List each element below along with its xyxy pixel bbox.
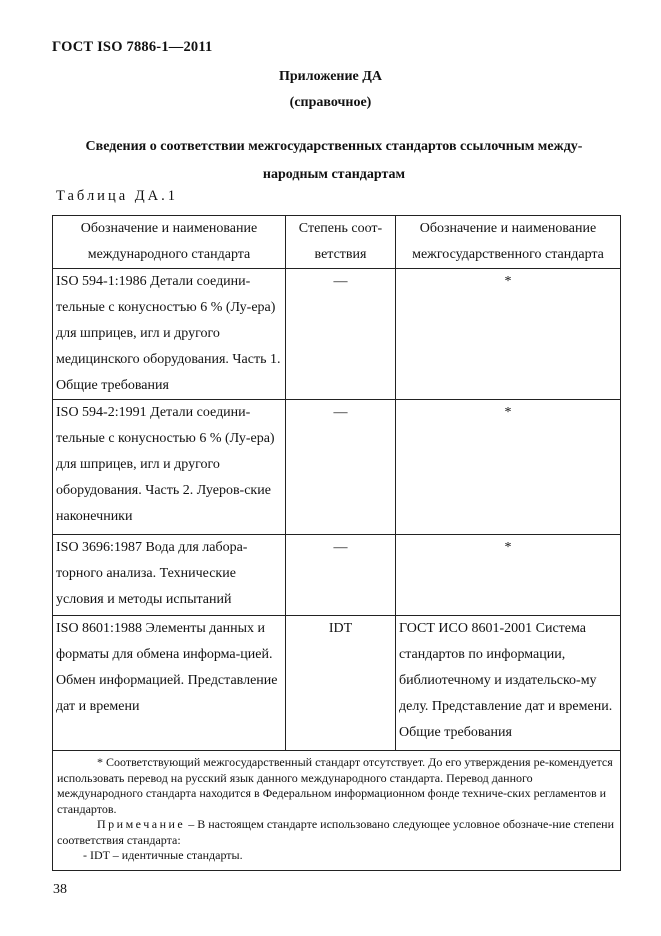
note-item: - IDT – идентичные стандарты. [83, 848, 243, 862]
section-title-line1: Сведения о соответствии межгосударственных стандартов ссылочным между- [85, 139, 583, 154]
correspondence-table [52, 215, 621, 871]
header-interstate-standard: Обозначение и наименование межгосударственного стандарта [396, 216, 621, 269]
note-text: – В настоящем стандарте использовано следующее условное обозначе-ние степени соответствия стандарта: [57, 817, 615, 847]
document-code-header: ГОСТ ISO 7886-1—2011 [52, 39, 213, 55]
cell-interstate-standard: * [396, 400, 621, 535]
cell-international-standard: ISO 594-1:1986 Детали соедини-тельные с конусностъю 6 % (Лу-ера) для шприцев, игл и другого медицинского оборудования. Часть 1. Общие требования [53, 269, 286, 400]
appendix-title: Приложение ДА [278, 69, 383, 84]
cell-international-standard: ISO 3696:1987 Вода для лабора-торного анализа. Технические условия и методы испытаний [53, 535, 286, 616]
cell-degree: — [286, 400, 396, 535]
table-footnote [53, 751, 621, 871]
table-row [53, 616, 621, 751]
table-footnote-row [53, 751, 621, 871]
cell-international-standard: ISO 8601:1988 Элементы данных и форматы для обмена информа-цией. Обмен информацией. Представление дат и времени [53, 616, 286, 751]
cell-international-standard: ISO 594-2:1991 Детали соедини-тельные с конусностью 6 % (Лу-ера) для шприцев, игл и другого оборудования. Часть 2. Луеров-ские наконечники [53, 400, 286, 535]
note-paragraph [57, 817, 616, 848]
table-row [53, 535, 621, 616]
header-international-standard: Обозначение и наименование международного стандарта [53, 216, 286, 269]
cell-interstate-standard: * [396, 269, 621, 400]
page-number: 38 [53, 882, 67, 897]
header-degree: Степень соот-ветствия [286, 216, 396, 269]
note-label: Примечание [97, 817, 186, 831]
footnote-text: * Соответствующий межгосударственный стандарт отсутствует. До его утверждения ре-комендуется использовать перевод на русский язык данного международного стандарта. Перевод данного международного стандарта находится в Федеральном информационном фонде техниче-ских регламентов и стандартов. [57, 755, 613, 816]
cell-degree: — [286, 535, 396, 616]
table-caption: Таблица ДА.1 [56, 188, 179, 204]
cell-interstate-standard: * [396, 535, 621, 616]
table-row [53, 400, 621, 535]
appendix-subtitle: (справочное) [289, 95, 372, 110]
cell-degree: IDT [286, 616, 396, 751]
cell-degree: — [286, 269, 396, 400]
cell-interstate-standard: ГОСТ ИСО 8601-2001 Система стандартов по информации, библиотечному и издательско-му делу. Представление дат и времени. Общие требования [396, 616, 621, 751]
section-title-line2: народным стандартам [262, 167, 406, 182]
table-row [53, 269, 621, 400]
section-title [52, 133, 616, 189]
table-header-row [53, 216, 621, 269]
